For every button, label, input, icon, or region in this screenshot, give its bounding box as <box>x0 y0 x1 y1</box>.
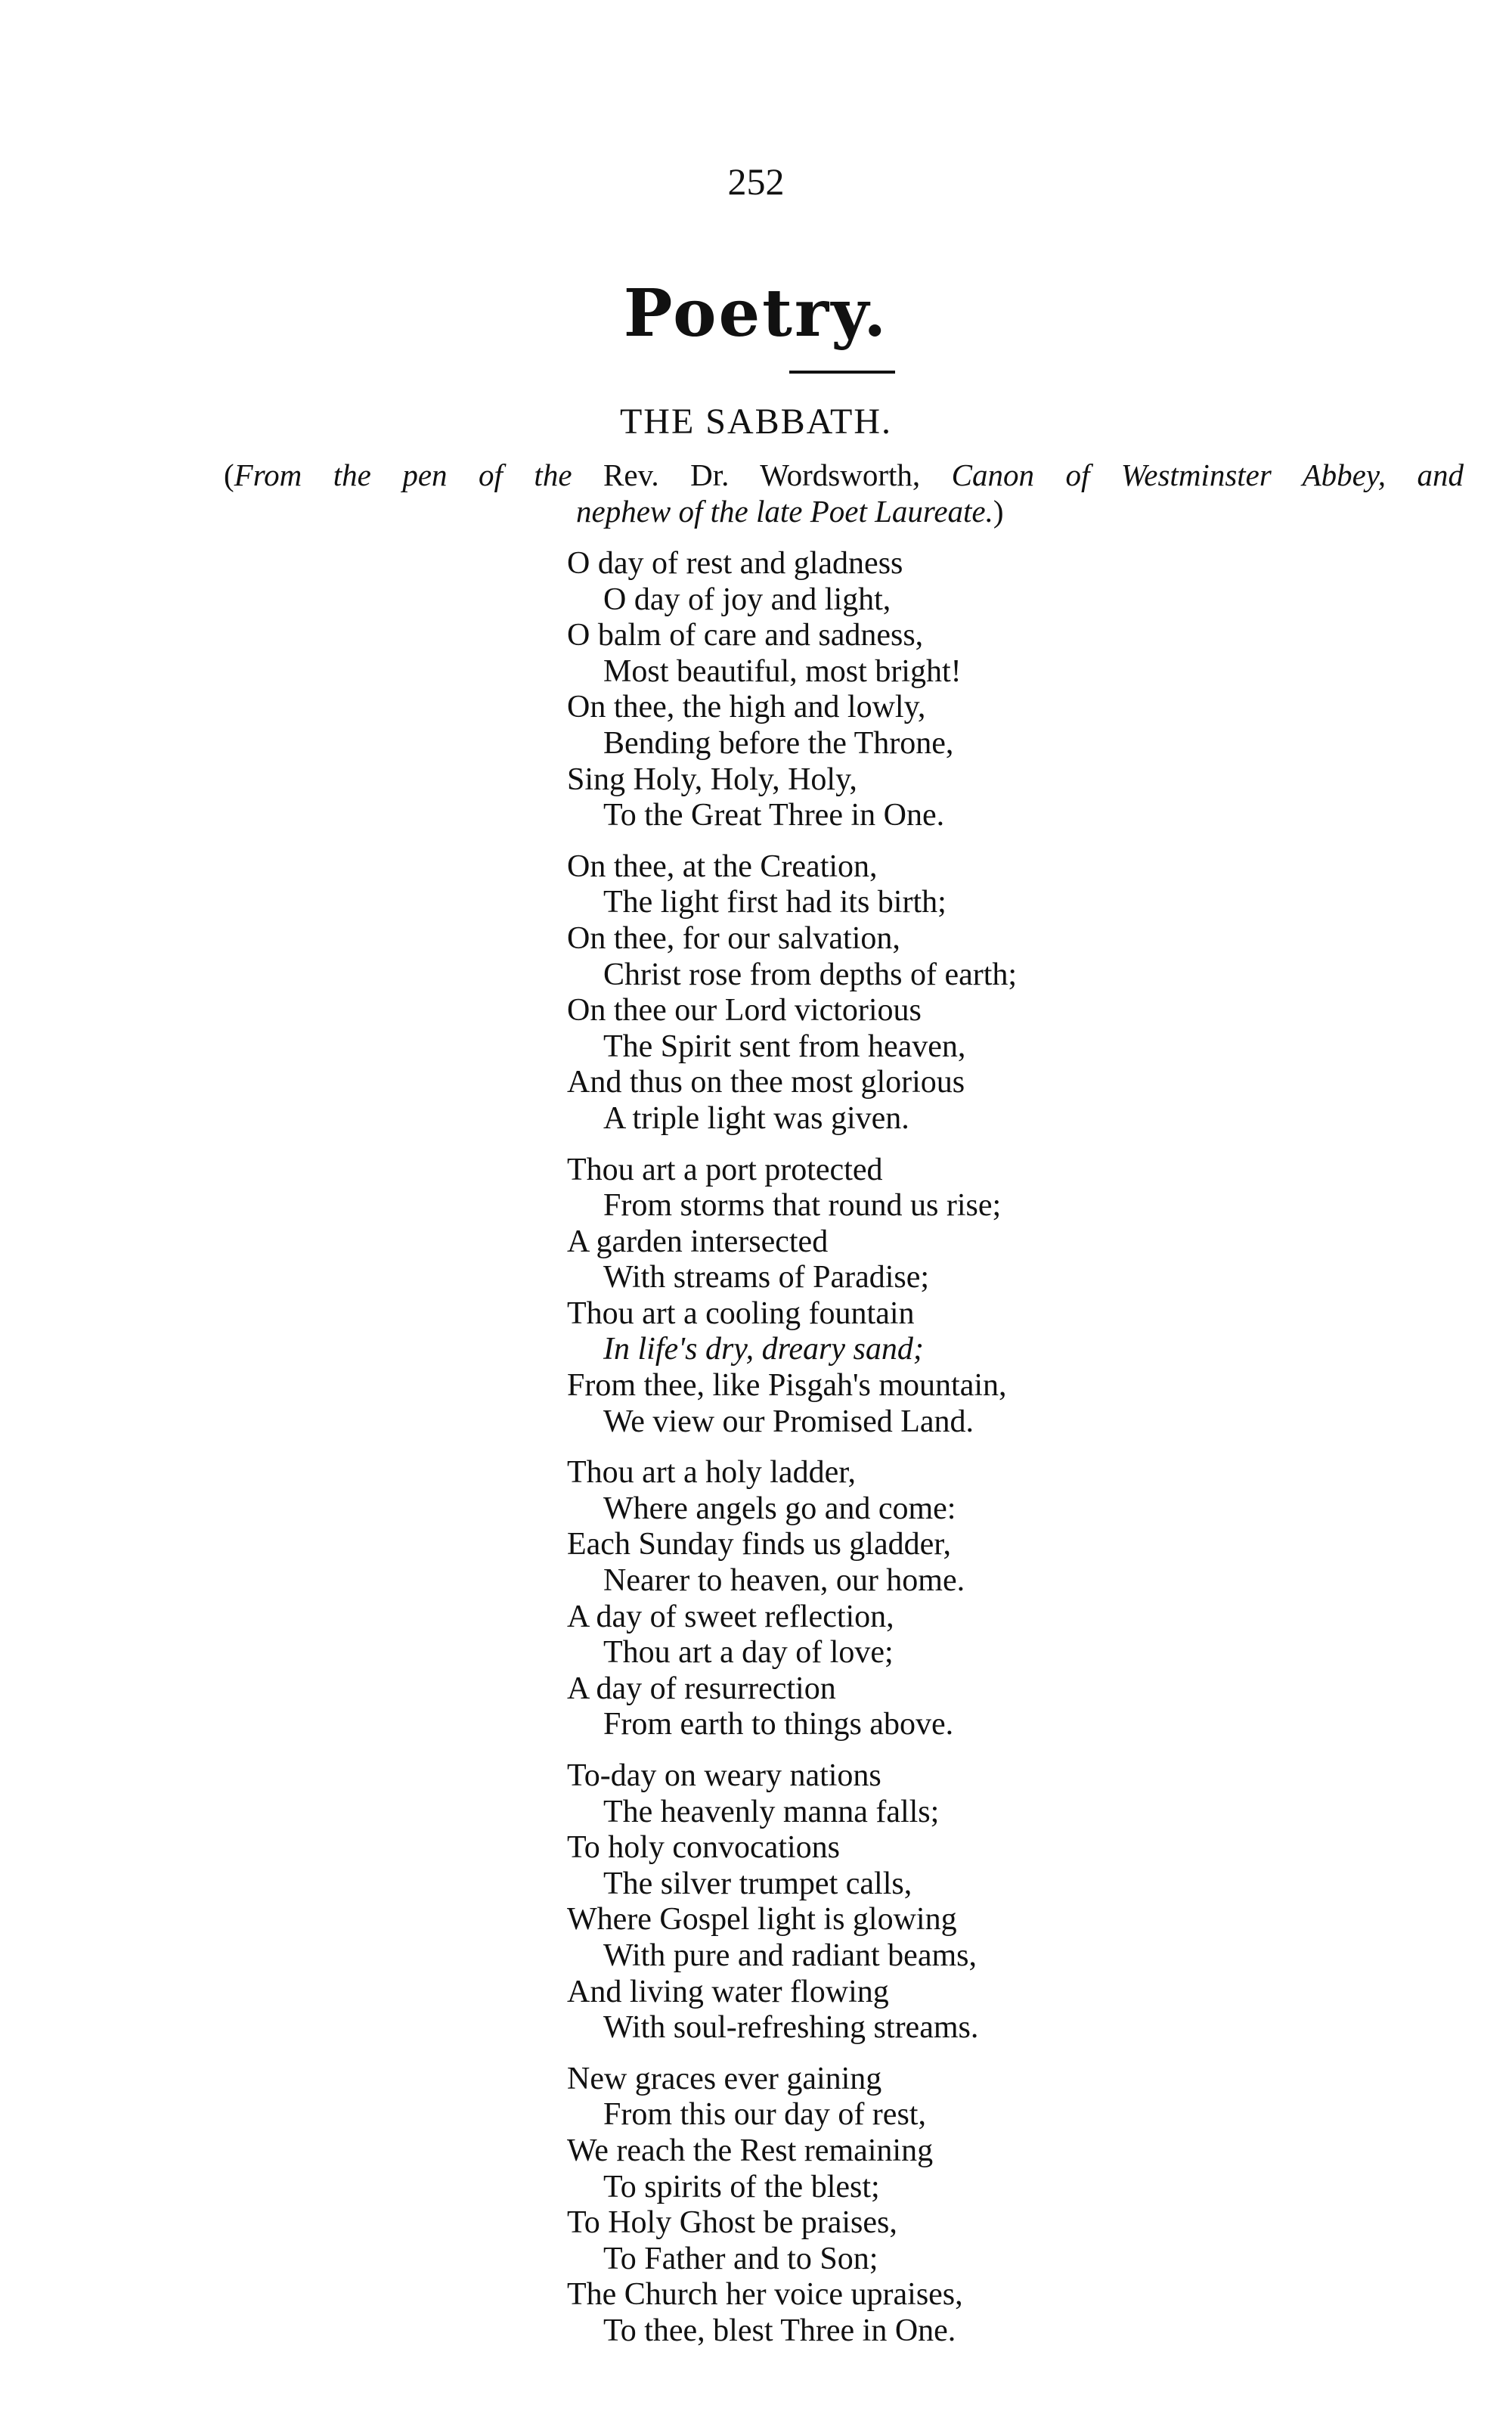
verse-line: With streams of Paradise; <box>603 1260 930 1295</box>
verse-line: O balm of care and sadness, <box>567 618 924 653</box>
verse-line: A triple light was given. <box>603 1100 909 1136</box>
verse-line: The heavenly manna falls; <box>603 1794 940 1829</box>
verse-line: Nearer to heaven, our home. <box>603 1563 965 1599</box>
verse-line: To the Great Three in One. <box>603 798 945 833</box>
verse-line: Where Gospel light is glowing <box>567 1902 957 1938</box>
section-heading: Poetry. <box>623 275 889 352</box>
verse-line: Where angels go and come: <box>603 1491 956 1526</box>
verse-line: The light first had its birth; <box>603 885 947 920</box>
stanza <box>567 1153 1436 1441</box>
verse-line: In life's dry, dreary sand; <box>603 1332 924 1367</box>
attribution-role: Canon of Westminster Abbey, and <box>951 458 1464 492</box>
verse-line: And thus on thee most glorious <box>567 1065 965 1100</box>
stanza <box>567 546 1436 834</box>
verse-line: From earth to things above. <box>603 1707 954 1742</box>
verse-line: To-day on weary nations <box>567 1758 881 1793</box>
verse-line: To thee, blest Three in One. <box>603 2313 956 2348</box>
verse-line: From storms that round us rise; <box>603 1188 1002 1224</box>
verse-line: Most beautiful, most bright! <box>603 653 962 689</box>
verse-line: On thee our Lord victorious <box>567 993 922 1028</box>
verse-line: From thee, like Pisgah's mountain, <box>567 1368 1007 1404</box>
verse-line: With pure and radiant beams, <box>603 1938 977 1973</box>
verse-line: A garden intersected <box>567 1224 829 1259</box>
verse-line: Thou art a port protected <box>567 1152 883 1187</box>
verse-line: Thou art a holy ladder, <box>567 1455 857 1491</box>
verse-line: To Holy Ghost be praises, <box>567 2205 897 2241</box>
stanza <box>567 849 1436 1137</box>
attribution <box>224 457 1464 529</box>
heading-rule <box>789 371 895 374</box>
verse-line: We reach the Rest remaining <box>567 2133 934 2168</box>
verse-line: O day of rest and gladness <box>567 546 903 581</box>
attribution-author: Rev. Dr. Wordsworth, <box>603 458 921 492</box>
verse-line: On thee, at the Creation, <box>567 849 878 884</box>
verse-line: To holy convocations <box>567 1830 840 1866</box>
stanza <box>567 2062 1436 2350</box>
verse-line: Thou art a cooling fountain <box>567 1295 915 1331</box>
attribution-line-2 <box>224 493 1464 529</box>
verse-line: The Spirit sent from heaven, <box>603 1028 966 1064</box>
verse-line: A day of sweet reflection, <box>567 1599 894 1634</box>
attribution-from: From the pen of the <box>234 458 572 492</box>
verse-line: Each Sunday finds us gladder, <box>567 1527 952 1562</box>
attribution-relation: nephew of the late Poet Laureate. <box>576 494 993 529</box>
verse-line: A day of resurrection <box>567 1671 836 1706</box>
verse-line: On thee, for our salvation, <box>567 920 900 956</box>
verse-line: Sing Holy, Holy, Holy, <box>567 762 857 797</box>
poem-title: THE SABBATH. <box>619 402 893 442</box>
page-number: 252 <box>727 160 785 203</box>
verse-line: The silver trumpet calls, <box>603 1866 912 1901</box>
attribution-close-paren: ) <box>993 494 1004 529</box>
verse-line: On thee, the high and lowly, <box>567 690 926 725</box>
stanza <box>567 1455 1436 1743</box>
verse-line: Thou art a day of love; <box>603 1635 894 1671</box>
verse-line: To Father and to Son; <box>603 2241 878 2276</box>
stanza <box>567 1758 1436 2046</box>
verse-line: Bending before the Throne, <box>603 725 954 761</box>
verse-line: To spirits of the blest; <box>603 2169 880 2204</box>
verse-line: From this our day of rest, <box>603 2097 926 2133</box>
verse-line: New graces ever gaining <box>567 2061 882 2096</box>
verse-line: With soul-refreshing streams. <box>603 2010 979 2046</box>
verse-line: Christ rose from depths of earth; <box>603 957 1018 992</box>
verse-line: And living water flowing <box>567 1974 889 2009</box>
verse-line: The Church her voice upraises, <box>567 2277 963 2313</box>
verse-line: O day of joy and light, <box>603 582 891 617</box>
verse-line: We view our Promised Land. <box>603 1404 974 1439</box>
attribution-line-1 <box>224 457 1464 493</box>
poem-body <box>567 546 1436 2365</box>
attribution-open-paren: ( <box>224 458 234 492</box>
